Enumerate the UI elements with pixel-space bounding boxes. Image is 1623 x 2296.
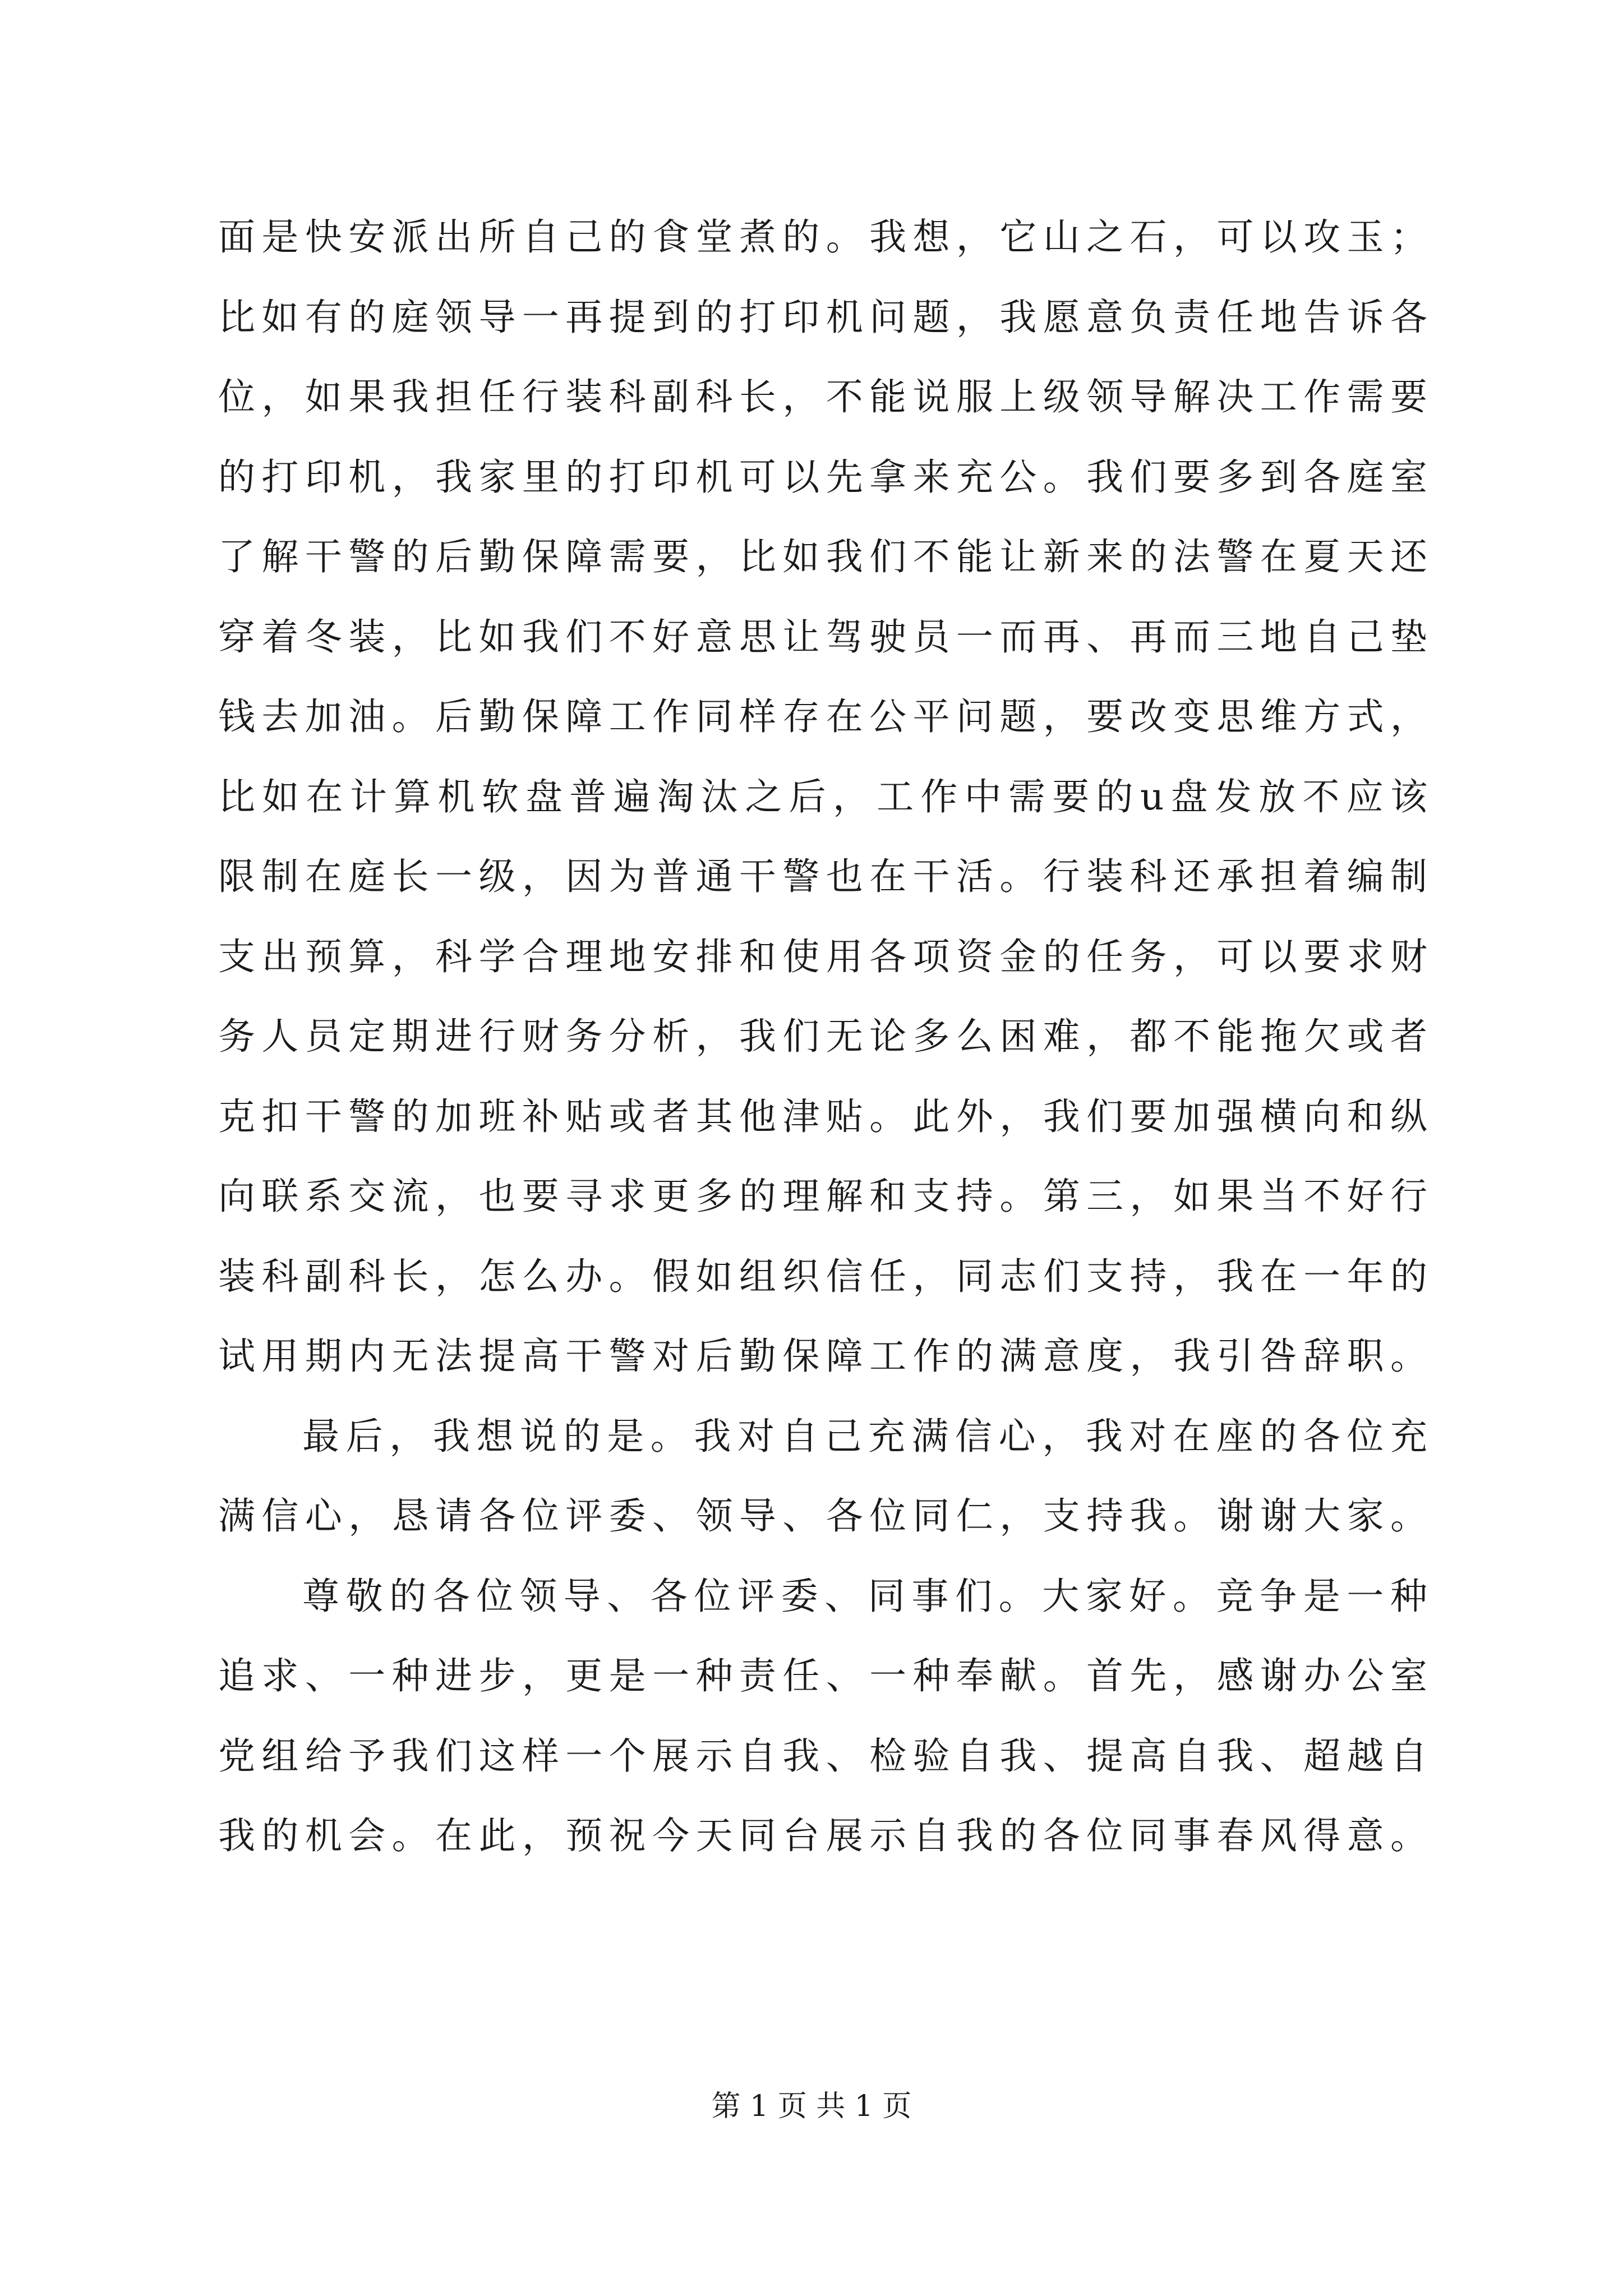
paragraph-start-line: 最后，我想说的是。我对自己充满信心，我对在座的各位充 <box>302 1414 1427 1458</box>
text-line: 向联系交流，也要寻求更多的理解和支持。第三，如果当不好行 <box>218 1175 1427 1218</box>
text-line: 党组给予我们这样一个展示自我、检验自我、提高自我、超越自 <box>218 1734 1427 1778</box>
body-text <box>218 197 1427 1876</box>
text-line: 追求、一种进步，更是一种责任、一种奉献。首先，感谢办公室 <box>218 1654 1427 1697</box>
text-line: 钱去加油。后勤保障工作同样存在公平问题，要改变思维方式， <box>218 695 1427 738</box>
text-line: 我的机会。在此，预祝今天同台展示自我的各位同事春风得意。 <box>218 1814 1427 1857</box>
text-line: 克扣干警的加班补贴或者其他津贴。此外，我们要加强横向和纵 <box>218 1094 1427 1138</box>
text-line: 装科副科长，怎么办。假如组织信任，同志们支持，我在一年的 <box>218 1254 1427 1298</box>
text-line: 满信心，恳请各位评委、领导、各位同仁，支持我。谢谢大家。 <box>218 1494 1427 1538</box>
text-line: 穿着冬装，比如我们不好意思让驾驶员一而再、再而三地自己垫 <box>218 615 1427 659</box>
text-line: 的打印机，我家里的打印机可以先拿来充公。我们要多到各庭室 <box>218 455 1427 499</box>
text-line: 比如有的庭领导一再提到的打印机问题，我愿意负责任地告诉各 <box>218 295 1427 339</box>
text-line: 了解干警的后勤保障需要，比如我们不能让新来的法警在夏天还 <box>218 535 1427 578</box>
text-line: 支出预算，科学合理地安排和使用各项资金的任务，可以要求财 <box>218 935 1427 978</box>
page-footer: 第 1 页 共 1 页 <box>711 2090 912 2123</box>
text-line: 位，如果我担任行装科副科长，不能说服上级领导解决工作需要 <box>218 375 1427 418</box>
paragraph-start-line: 尊敬的各位领导、各位评委、同事们。大家好。竞争是一种 <box>302 1574 1427 1618</box>
text-line: 比如在计算机软盘普遍淘汰之后，工作中需要的u盘发放不应该 <box>218 775 1427 818</box>
text-line: 务人员定期进行财务分析，我们无论多么困难，都不能拖欠或者 <box>218 1015 1427 1058</box>
text-line: 面是快安派出所自己的食堂煮的。我想，它山之石，可以攻玉； <box>218 215 1427 259</box>
text-line: 限制在庭长一级，因为普通干警也在干活。行装科还承担着编制 <box>218 855 1427 898</box>
text-line: 试用期内无法提高干警对后勤保障工作的满意度，我引咎辞职。 <box>218 1335 1427 1378</box>
